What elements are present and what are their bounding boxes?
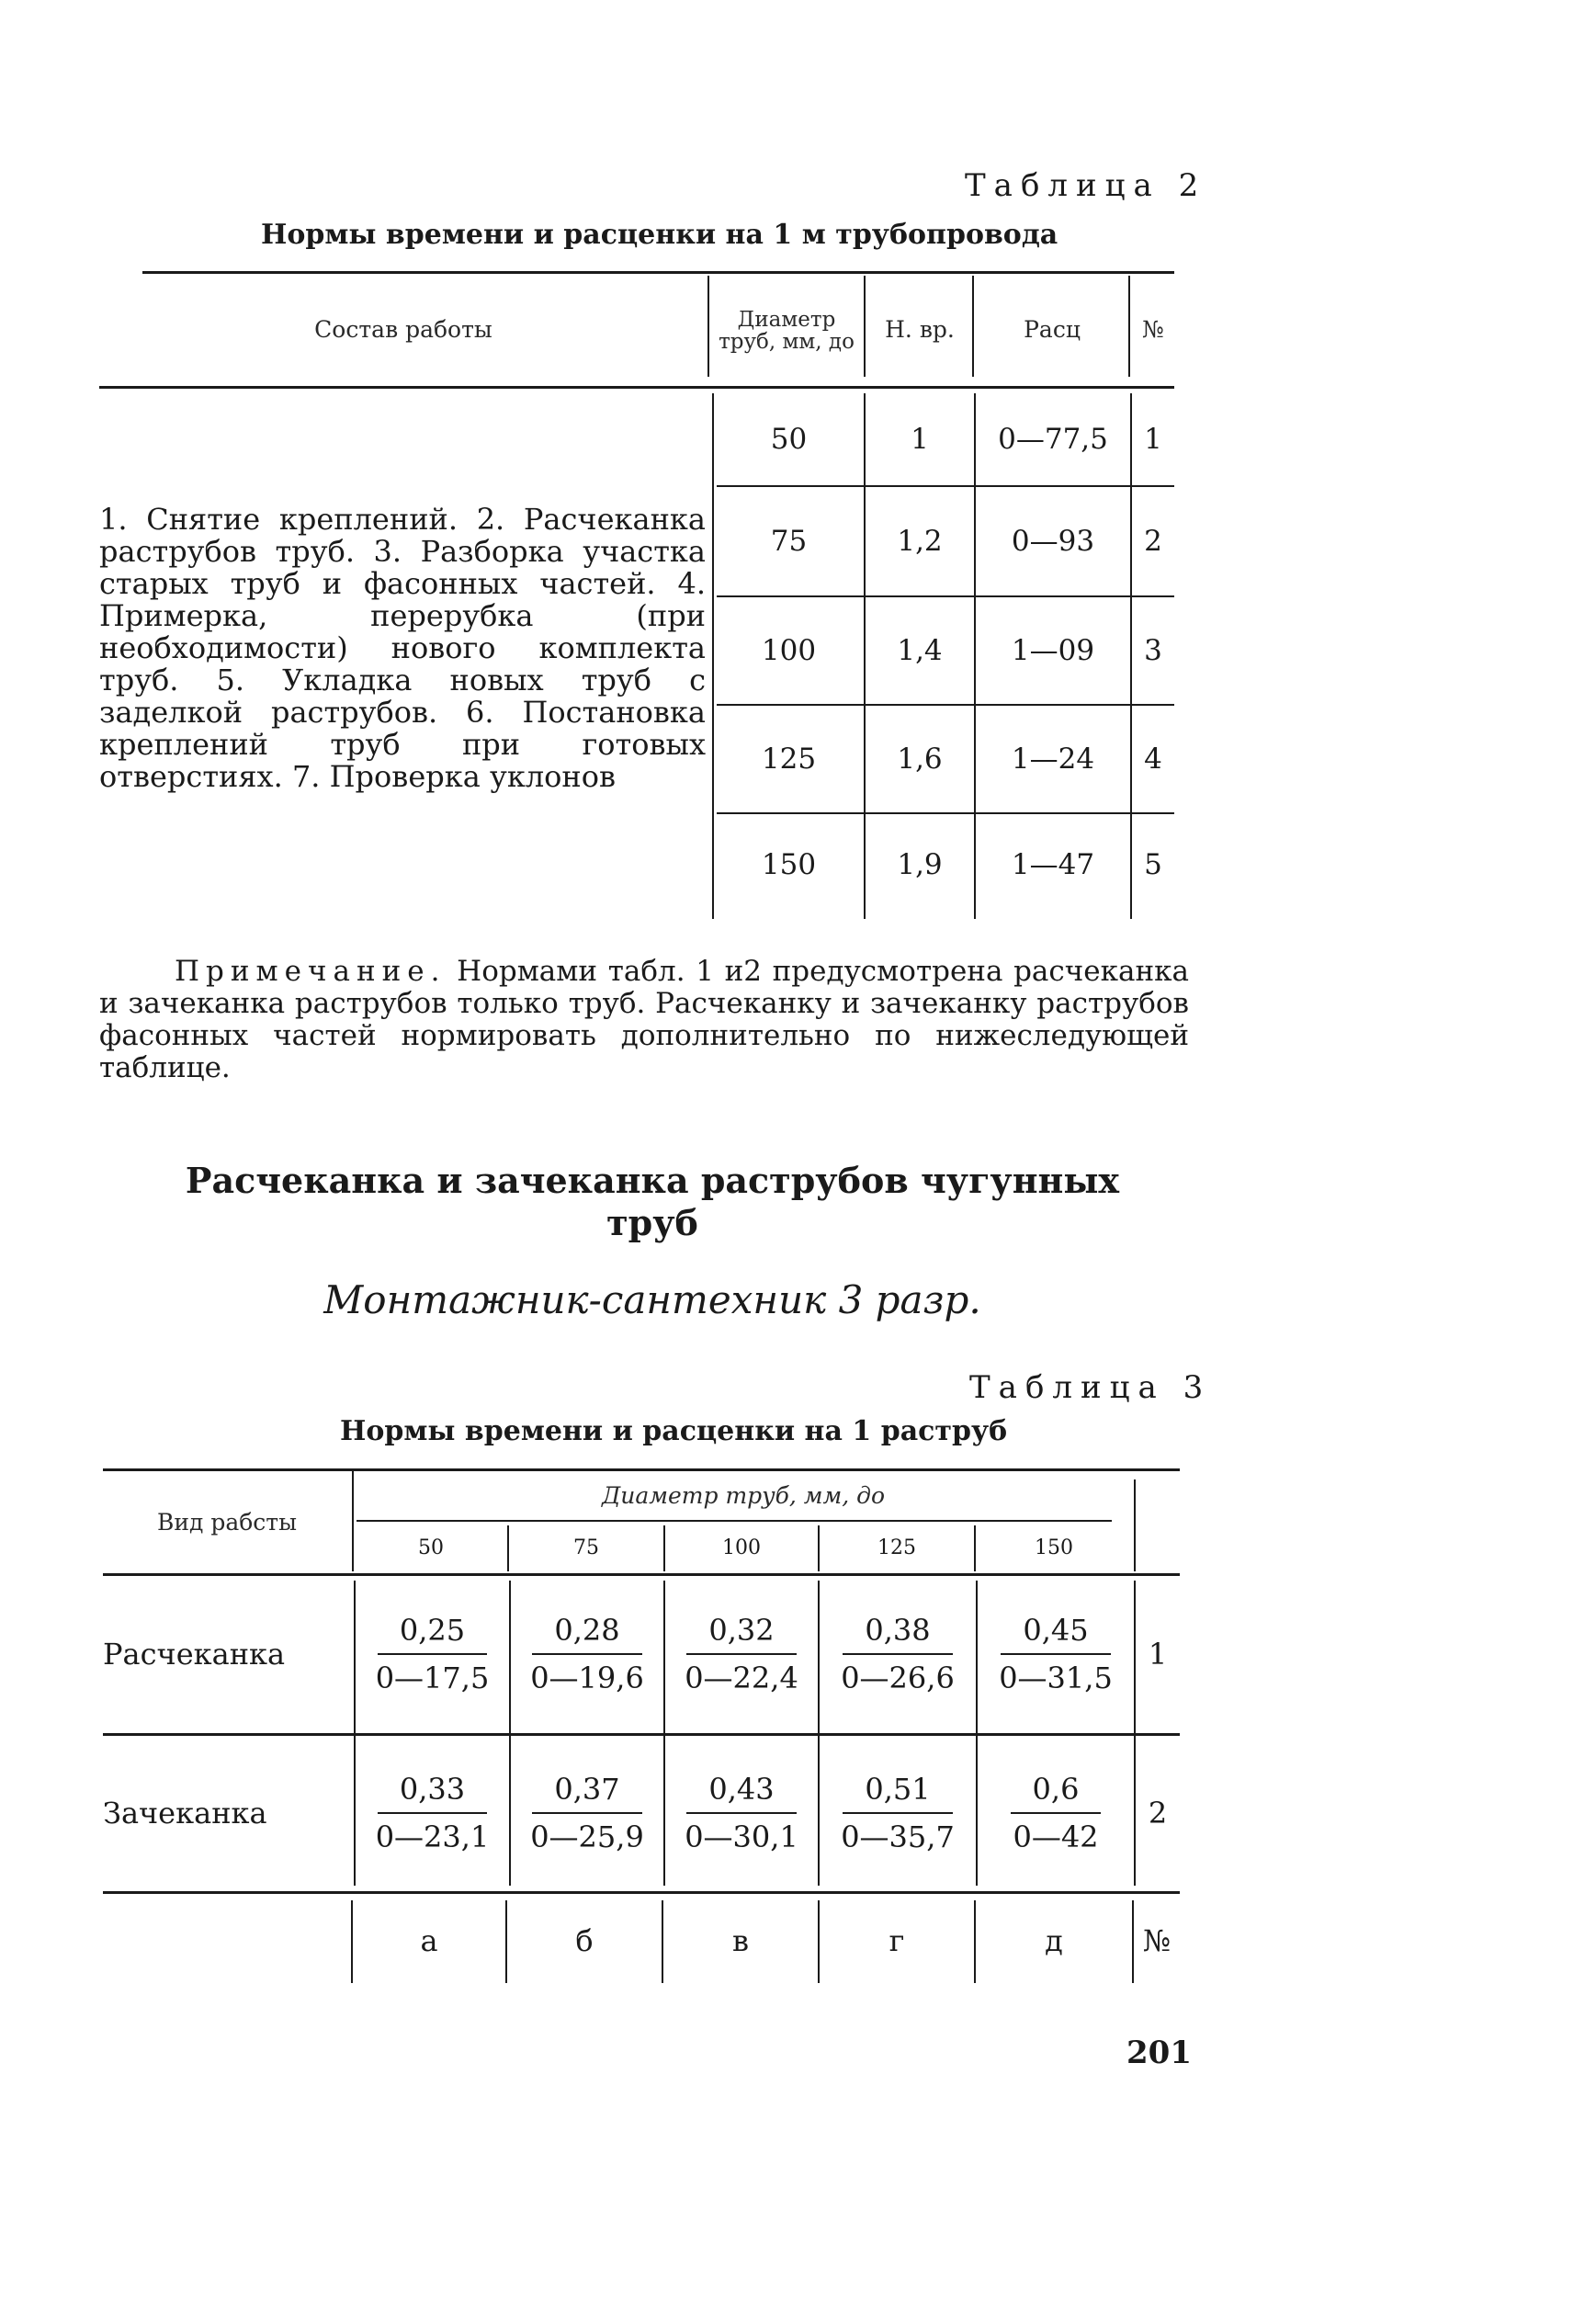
table3-bottom-rule bbox=[103, 1891, 1180, 1894]
table3-footer-num: № bbox=[1142, 1923, 1172, 1958]
table2-cell-norm: 1,4 bbox=[897, 634, 943, 667]
table2-header-diameter: Диаметр труб, мм, до bbox=[719, 307, 855, 354]
table2-work-description: 1. Снятие креплений. 2. Расчеканка раструбов труб. 3. Разборка участка старых труб и фасонных частей. 4. Примерка, перерубка (при необходимости) нового комплекта труб. 5. Укладка новых труб с заделкой раструбов. 6. Постановка креплений труб при готовых отверстиях. 7. Проверка уклонов bbox=[99, 502, 706, 794]
norm-value: 0,33 bbox=[378, 1772, 487, 1814]
table2-cell-norm: 1,6 bbox=[897, 742, 943, 776]
table3-cell bbox=[978, 1737, 1134, 1889]
rate-value: 0—30,1 bbox=[685, 1819, 798, 1854]
table3-vline-header-6 bbox=[1134, 1479, 1136, 1571]
norm-rate-fraction bbox=[841, 1772, 955, 1854]
rate-value: 0—19,6 bbox=[530, 1661, 644, 1695]
note-text: Нормами табл. 1 и2 предусмотрена расчеканка и зачеканка раструбов только труб. Расчеканку и зачеканку раструбов фасонных частей нормировать дополнительно по нижеследующей таблице. bbox=[99, 955, 1189, 1084]
norm-rate-fraction bbox=[999, 1613, 1113, 1695]
section-title-line-2: труб bbox=[606, 1202, 698, 1243]
table3-footer-letter: д bbox=[1045, 1923, 1063, 1958]
table2-cell-norm: 1,9 bbox=[897, 848, 943, 881]
table2-vline-3 bbox=[972, 276, 974, 377]
norm-value: 0,51 bbox=[843, 1772, 952, 1814]
rate-value: 0—22,4 bbox=[685, 1661, 798, 1695]
norm-value: 0,25 bbox=[378, 1613, 487, 1655]
table3-caption: Таблица 3 bbox=[969, 1369, 1212, 1406]
norm-rate-fraction bbox=[376, 1772, 490, 1854]
section-title bbox=[165, 1160, 1139, 1244]
table3-top-rule bbox=[103, 1468, 1180, 1471]
table3-header-diameter: Диаметр труб, мм, до bbox=[601, 1481, 886, 1509]
table3-row-num: 2 bbox=[1148, 1796, 1168, 1831]
table3-cell bbox=[356, 1577, 509, 1731]
norm-rate-fraction bbox=[530, 1772, 644, 1854]
table2-header-norm: Н. вр. bbox=[885, 315, 955, 343]
table2-cell-diameter: 50 bbox=[770, 423, 808, 456]
norm-value: 0,32 bbox=[686, 1613, 796, 1655]
table2-header-rule bbox=[99, 386, 1174, 389]
table2-header-rate: Расц bbox=[1024, 315, 1081, 343]
table2-vline-4 bbox=[1128, 276, 1130, 377]
norm-rate-fraction bbox=[841, 1613, 955, 1695]
table2-top-rule bbox=[142, 271, 1174, 274]
table3-cell bbox=[978, 1577, 1134, 1731]
table3-cell bbox=[820, 1577, 976, 1731]
rate-value: 0—31,5 bbox=[999, 1661, 1113, 1695]
table2-cell-norm: 1,2 bbox=[897, 525, 943, 558]
table3-cell bbox=[665, 1577, 818, 1731]
table3-title: Нормы времени и расценки на 1 раструб bbox=[340, 1415, 1008, 1447]
table3-footer-letter: в bbox=[731, 1923, 749, 1958]
table3-header-diameter-2: 75 bbox=[573, 1536, 599, 1559]
table3-cell bbox=[356, 1737, 509, 1889]
norm-rate-fraction bbox=[1011, 1772, 1102, 1854]
norm-value: 0,45 bbox=[1001, 1613, 1110, 1655]
norm-value: 0,37 bbox=[532, 1772, 641, 1814]
rate-value: 0—42 bbox=[1013, 1819, 1099, 1854]
rate-value: 0—35,7 bbox=[841, 1819, 955, 1854]
rate-value: 0—23,1 bbox=[375, 1819, 490, 1854]
note-paragraph bbox=[99, 956, 1189, 1084]
table3-header-work: Вид рабсты bbox=[156, 1508, 298, 1536]
table2-cell-rate: 1—47 bbox=[1011, 848, 1095, 881]
table2-header-work: Состав работы bbox=[314, 315, 492, 343]
page-number: 201 bbox=[1126, 2035, 1192, 2071]
table2-cell-diameter: 75 bbox=[770, 525, 808, 558]
table2-vline-2 bbox=[864, 276, 866, 377]
table2-caption: Таблица 2 bbox=[965, 167, 1207, 204]
table3-header-diameter-3: 100 bbox=[722, 1536, 761, 1559]
table2-cell-rate: 1—09 bbox=[1011, 634, 1095, 667]
rate-value: 0—26,6 bbox=[841, 1661, 955, 1695]
norm-value: 0,28 bbox=[532, 1613, 641, 1655]
table2-vline-1 bbox=[707, 276, 709, 377]
table2-cell-rate: 1—24 bbox=[1011, 742, 1095, 776]
note-label: Примечание. bbox=[175, 955, 447, 988]
norm-rate-fraction bbox=[685, 1613, 798, 1695]
table2-cell-norm: 1 bbox=[911, 423, 929, 456]
table3-cell bbox=[820, 1737, 976, 1889]
table3-header-diameter-4: 125 bbox=[877, 1536, 916, 1559]
norm-value: 0,6 bbox=[1011, 1772, 1102, 1814]
table2-cell-diameter: 150 bbox=[761, 848, 817, 881]
table3-row-label: Зачеканка bbox=[103, 1796, 267, 1831]
norm-rate-fraction bbox=[530, 1613, 644, 1695]
table3-cell bbox=[511, 1737, 663, 1889]
table3-header-diameter-1: 50 bbox=[418, 1536, 444, 1559]
table2-cell-rate: 0—77,5 bbox=[998, 423, 1108, 456]
table2-cell-diameter: 125 bbox=[761, 742, 817, 776]
table3-row-label: Расчеканка bbox=[103, 1637, 286, 1672]
table3-row-num: 1 bbox=[1148, 1637, 1168, 1672]
table3-header-rule bbox=[103, 1573, 1180, 1576]
table2-header-num: № bbox=[1142, 315, 1164, 343]
rate-value: 0—17,5 bbox=[375, 1661, 490, 1695]
table2-cell-num: 4 bbox=[1144, 742, 1162, 776]
table3-footer-letter: г bbox=[889, 1923, 905, 1958]
table3-cell bbox=[511, 1577, 663, 1731]
table2-cell-num: 3 bbox=[1144, 634, 1162, 667]
table2-cell-num: 2 bbox=[1144, 525, 1162, 558]
table2-title: Нормы времени и расценки на 1 м трубопровода bbox=[261, 219, 1058, 251]
section-title-line-1: Расчеканка и зачеканка раструбов чугунных bbox=[185, 1160, 1120, 1201]
table3-header-diameter-5: 150 bbox=[1035, 1536, 1073, 1559]
worker-grade: Монтажник-сантехник 3 разр. bbox=[323, 1277, 981, 1322]
norm-value: 0,38 bbox=[843, 1613, 952, 1655]
norm-rate-fraction bbox=[685, 1772, 798, 1854]
table3-subheader-rule bbox=[357, 1520, 1112, 1522]
table2-cell-rate: 0—93 bbox=[1011, 525, 1095, 558]
table3-footer-letter: а bbox=[420, 1923, 438, 1958]
norm-rate-fraction bbox=[376, 1613, 490, 1695]
table2-cell-num: 5 bbox=[1144, 848, 1162, 881]
table3-footer-letter: б bbox=[575, 1923, 594, 1958]
table3-cell bbox=[665, 1737, 818, 1889]
table3-row-rule bbox=[103, 1733, 1180, 1736]
table3-vline-header-1 bbox=[352, 1470, 354, 1571]
table2-cell-num: 1 bbox=[1144, 423, 1162, 456]
table2-cell-diameter: 100 bbox=[761, 634, 817, 667]
rate-value: 0—25,9 bbox=[530, 1819, 644, 1854]
norm-value: 0,43 bbox=[686, 1772, 796, 1814]
